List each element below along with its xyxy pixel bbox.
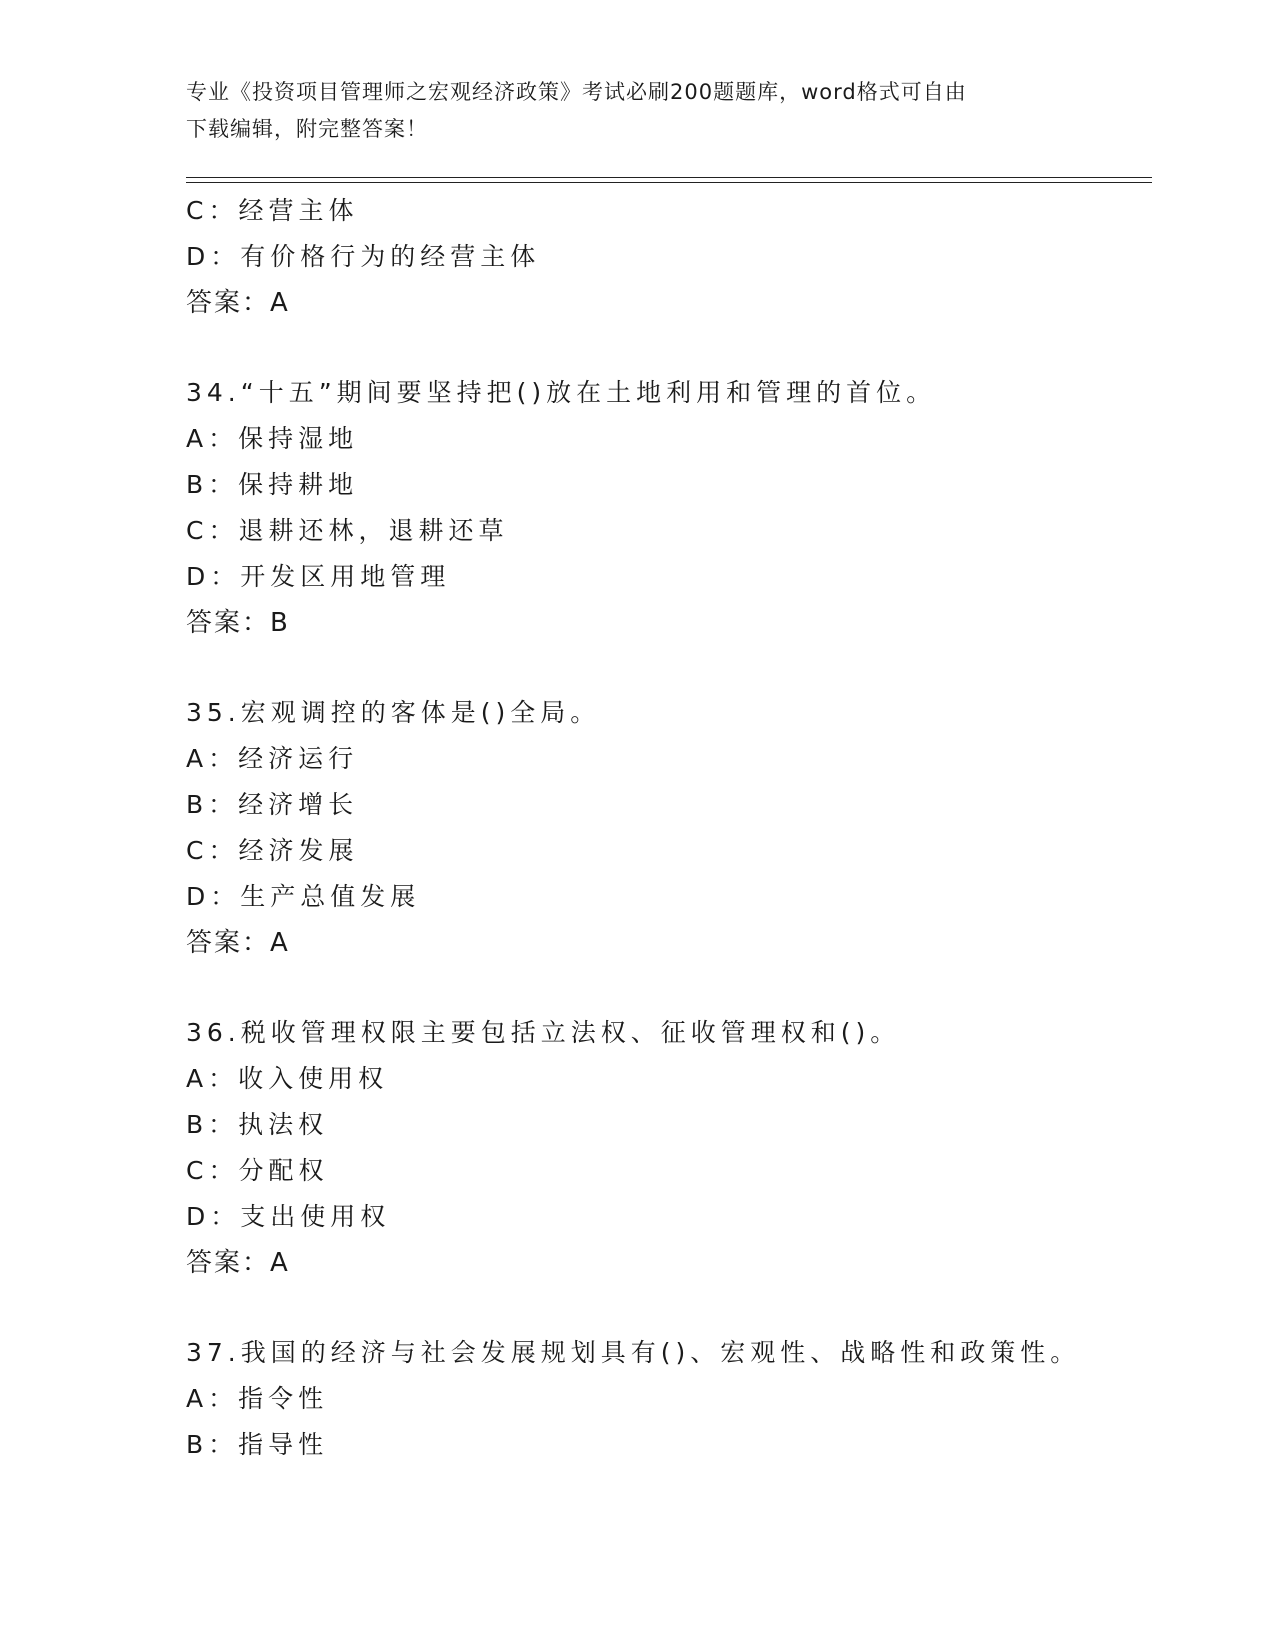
spacer (186, 966, 1152, 1010)
option-c: C：退耕还林，退耕还草 (186, 516, 509, 545)
option-a: A：保持湿地 (186, 424, 359, 453)
question-33-tail (186, 188, 1152, 326)
question-list (186, 188, 1152, 1468)
option-b: B：执法权 (186, 1110, 329, 1139)
option-b: B：保持耕地 (186, 470, 359, 499)
document-header (186, 74, 1076, 148)
option-b: B：经济增长 (186, 790, 359, 819)
header-line-2: 下载编辑，附完整答案！ (186, 117, 428, 141)
option-a: A：指令性 (186, 1384, 329, 1413)
header-line-1: 专业《投资项目管理师之宏观经济政策》考试必刷200题题库，word格式可自由 (186, 80, 967, 104)
option-a: A：收入使用权 (186, 1064, 389, 1093)
option-d: D：开发区用地管理 (186, 562, 451, 591)
question-35 (186, 690, 1152, 966)
question-34 (186, 370, 1152, 646)
header-divider-top (186, 177, 1152, 178)
option-b: B：指导性 (186, 1430, 329, 1459)
question-stem: 35.宏观调控的客体是()全局。 (186, 698, 601, 727)
question-stem: 36.税收管理权限主要包括立法权、征收管理权和()。 (186, 1018, 901, 1047)
option-d: D：支出使用权 (186, 1202, 391, 1231)
option-c: C：经营主体 (186, 196, 359, 225)
option-a: A：经济运行 (186, 744, 359, 773)
question-stem: 34.“十五”期间要坚持把()放在土地利用和管理的首位。 (186, 378, 937, 407)
answer: 答案：A (186, 1248, 290, 1278)
answer: 答案：A (186, 928, 290, 958)
header-divider-bottom (186, 182, 1152, 183)
option-d: D：生产总值发展 (186, 882, 421, 911)
option-c: C：经济发展 (186, 836, 359, 865)
spacer (186, 1286, 1152, 1330)
spacer (186, 326, 1152, 370)
spacer (186, 646, 1152, 690)
answer: 答案：A (186, 288, 290, 318)
answer: 答案：B (186, 608, 290, 638)
question-stem: 37.我国的经济与社会发展规划具有()、宏观性、战略性和政策性。 (186, 1338, 1081, 1367)
option-d: D：有价格行为的经营主体 (186, 242, 541, 271)
option-c: C：分配权 (186, 1156, 329, 1185)
question-37 (186, 1330, 1152, 1468)
question-36 (186, 1010, 1152, 1286)
